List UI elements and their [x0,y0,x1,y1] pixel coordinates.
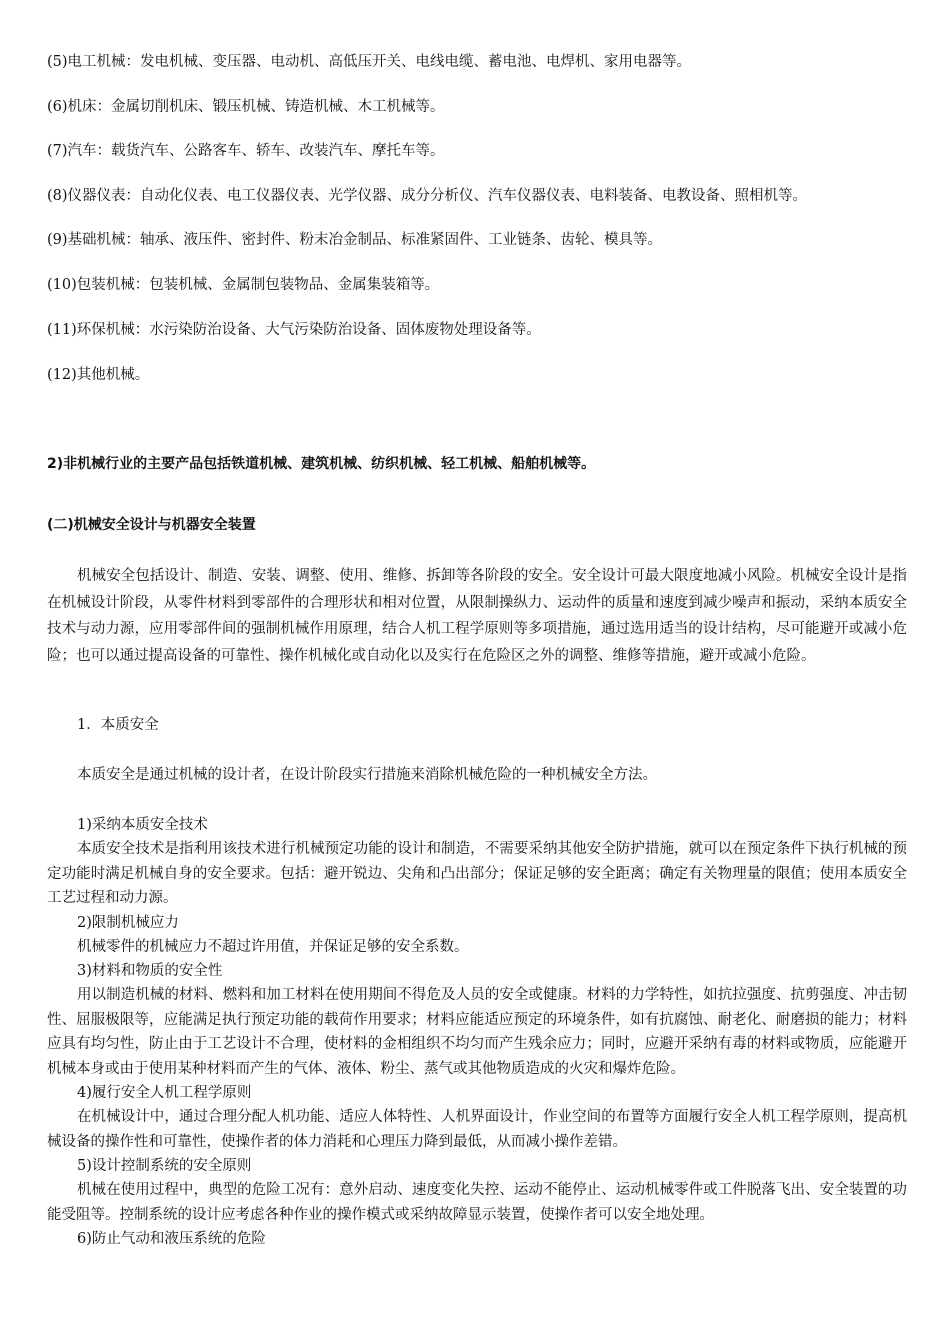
list-item-basic-machinery: (9)基础机械：轴承、液压件、密封件、粉末冶金制品、标准紧固件、工业链条、齿轮、模具等。 [47,232,663,248]
list-item-packaging: (10)包装机械：包装机械、金属制包装物品、金属集装箱等。 [47,277,440,293]
non-machinery-heading: 2)非机械行业的主要产品包括铁道机械、建筑机械、纺织机械、轻工机械、船舶机械等。 [47,456,596,472]
item-text: 用以制造机械的材料、燃料和加工材料在使用期间不得危及人员的安全或健康。材料的力学特性，如抗拉强度、抗剪强度、冲击韧性、屈服极限等，应能满足执行预定功能的载荷作用要求；材料应能适应预定的环境条件，如有抗腐蚀、耐老化、耐磨损的能力；材料应具有均匀性，防止由于工艺设计不合理，使材料的金相组织不均匀而产生残余应力；同时，应避开采纳有毒的材料或物质，应能避开机械本身或由于使用某种材料而产生的气体、液体、粉尘、蒸气或其他物质造成的火灾和爆炸危险。 [47,987,907,1077]
list-item-machine-tools: (6)机床：金属切削机床、锻压机械、铸造机械、木工机械等。 [47,99,445,115]
list-item-other: (12)其他机械。 [47,367,150,383]
subsection-title: 1．本质安全 [77,717,159,733]
item-list [47,813,907,1251]
item-heading: 3)材料和物质的安全性 [77,963,223,979]
list-item-electrical: (5)电工机械：发电机械、变压器、电动机、高低压开关、电线电缆、蓄电池、电焊机、家用电器等。 [47,54,692,70]
item-heading: 6)防止气动和液压系统的危险 [77,1231,266,1247]
intro-paragraph: 机械安全包括设计、制造、安装、调整、使用、维修、拆卸等各阶段的安全。安全设计可最大限度地减小风险。机械安全设计是指在机械设计阶段，从零件材料到零部件的合理形状和相对位置，从限制操纵力、运动件的质量和速度到减少噪声和振动，采纳本质安全技术与动力源，应用零部件间的强制机械作用原理，结合人机工程学原则等多项措施，通过选用适当的设计结构，尽可能避开或减小危险；也可以通过提高设备的可靠性、操作机械化或自动化以及实行在危险区之外的调整、维修等措施，避开或减小危险。 [47,568,907,664]
item-text: 在机械设计中，通过合理分配人机功能、适应人体特性、人机界面设计，作业空间的布置等方面履行安全人机工程学原则，提高机械设备的操作性和可靠性，使操作者的体力消耗和心理压力降到最低，从而减小操作差错。 [47,1109,907,1150]
item-text: 本质安全技术是指利用该技术进行机械预定功能的设计和制造，不需要采纳其他安全防护措施，就可以在预定条件下执行机械的预定功能时满足机械自身的安全要求。包括：避开锐边、尖角和凸出部分；保证足够的安全距离；确定有关物理量的限值；使用本质安全工艺过程和动力源。 [47,841,907,906]
list-item-instruments: (8)仪器仪表：自动化仪表、电工仪器仪表、光学仪器、成分分析仪、汽车仪器仪表、电料装备、电教设备、照相机等。 [47,188,808,204]
item-text: 机械在使用过程中，典型的危险工况有：意外启动、速度变化失控、运动不能停止、运动机械零件或工件脱落飞出、安全装置的功能受阻等。控制系统的设计应考虑各种作业的操作模式或采纳故障显示装置，使操作者可以安全地处理。 [47,1182,907,1223]
item-heading: 5)设计控制系统的安全原则 [77,1158,252,1174]
item-heading: 4)履行安全人机工程学原则 [77,1085,252,1101]
subsection-intro: 本质安全是通过机械的设计者，在设计阶段实行措施来消除机械危险的一种机械安全方法。 [77,767,657,783]
item-text: 机械零件的机械应力不超过许用值，并保证足够的安全系数。 [77,938,469,955]
list-item-environmental: (11)环保机械：水污染防治设备、大气污染防治设备、固体废物处理设备等。 [47,322,541,338]
item-heading: 2)限制机械应力 [77,914,179,931]
list-item-automobile: (7)汽车：载货汽车、公路客车、轿车、改装汽车、摩托车等。 [47,143,445,159]
section-title: (二)机械安全设计与机器安全装置 [47,517,256,533]
item-heading: 1)采纳本质安全技术 [77,817,208,833]
